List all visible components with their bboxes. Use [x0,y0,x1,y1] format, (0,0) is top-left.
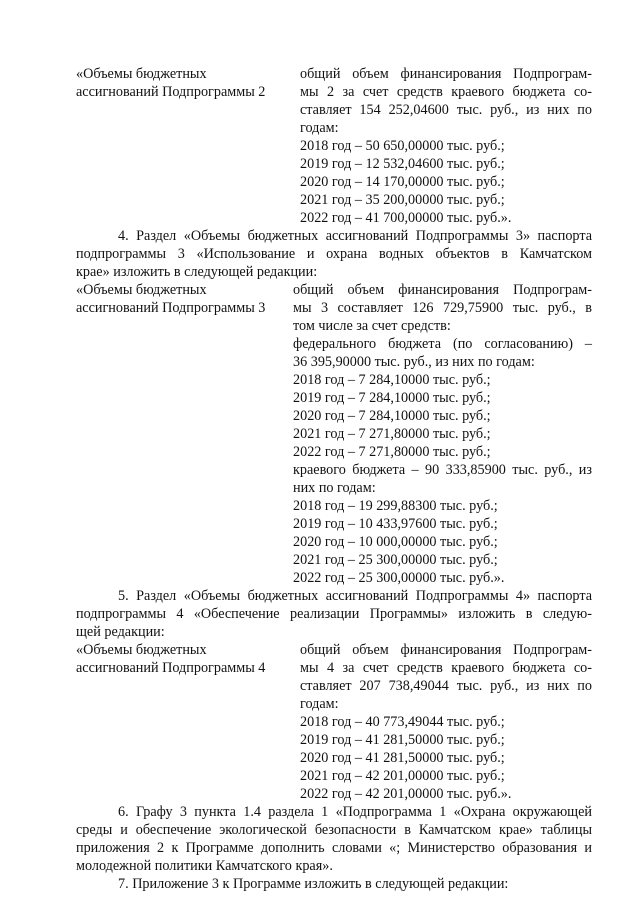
para6-line: молодежной политики Камчатского края». [76,858,333,874]
block3-left-line: ассигнований Подпрограммы 3 [76,300,266,316]
block3-right-line: 2022 год – 25 300,00000 тыс. руб.». [293,570,505,586]
para6-line: 6. Графу 3 пункта 1.4 раздела 1 «Подпрограмма 1 «Охрана окружающей [118,804,592,820]
para6-line: среды и обеспечение экологической безопасности в Камчатском крае» таблицы [76,822,592,838]
block2-right-line: 2022 год – 41 700,00000 тыс. руб.». [300,210,512,226]
block4-right-line: ставляет 207 738,49044 тыс. руб., из них по [300,678,592,694]
block3-right-line: 36 395,90000 тыс. руб., из них по годам: [293,354,535,370]
block2-right-line: общий объем финансирования Подпрограм- [300,66,592,82]
para4-line: крае» изложить в следующей редакции: [76,264,318,280]
block2-left-line: «Объемы бюджетных [76,66,207,82]
block4-right-line: общий объем финансирования Подпрограм- [300,642,592,658]
block3-right-line: том числе за счет средств: [293,318,451,334]
block2-right-line: 2020 год – 14 170,00000 тыс. руб.; [300,174,505,190]
para4-line: 4. Раздел «Объемы бюджетных ассигнований Подпрограммы 3» паспорта [118,228,592,244]
block2-right-line: 2021 год – 35 200,00000 тыс. руб.; [300,192,505,208]
block2-right-line: мы 2 за счет средств краевого бюджета со- [300,84,592,100]
block4-left-line: ассигнований Подпрограммы 4 [76,660,266,676]
para7-line: 7. Приложение 3 к Программе изложить в следующей редакции: [118,876,509,892]
para6-line: приложения 2 к Программе дополнить словами «; Министерство образования и [76,840,592,856]
block3-right-line: 2021 год – 25 300,00000 тыс. руб.; [293,552,498,568]
block3-right-line: них по годам: [293,480,376,496]
block3-right-line: 2020 год – 10 000,00000 тыс. руб.; [293,534,498,550]
block3-right-line: 2019 год – 7 284,10000 тыс. руб.; [293,390,491,406]
block4-right-line: 2019 год – 41 281,50000 тыс. руб.; [300,732,505,748]
block2-left-line: ассигнований Подпрограммы 2 [76,84,266,100]
para5-line: подпрограммы 4 «Обеспечение реализации Программы» изложить в следую- [76,606,592,622]
block4-right-line: 2021 год – 42 201,00000 тыс. руб.; [300,768,505,784]
block3-right-line: федерального бюджета (по согласованию) – [293,336,592,352]
block2-right-line: 2018 год – 50 650,00000 тыс. руб.; [300,138,505,154]
block3-right-line: 2019 год – 10 433,97600 тыс. руб.; [293,516,498,532]
block3-right-line: краевого бюджета – 90 333,85900 тыс. руб., из [293,462,592,478]
block3-right-line: 2022 год – 7 271,80000 тыс. руб.; [293,444,491,460]
block4-right-line: 2020 год – 41 281,50000 тыс. руб.; [300,750,505,766]
block3-right-line: 2018 год – 7 284,10000 тыс. руб.; [293,372,491,388]
block3-left-line: «Объемы бюджетных [76,282,207,298]
para5-line: 5. Раздел «Объемы бюджетных ассигнований Подпрограммы 4» паспорта [118,588,592,604]
block2-right-line: 2019 год – 12 532,04600 тыс. руб.; [300,156,505,172]
block4-right-line: 2022 год – 42 201,00000 тыс. руб.». [300,786,512,802]
block2-right-line: ставляет 154 252,04600 тыс. руб., из них по [300,102,592,118]
block3-right-line: 2020 год – 7 284,10000 тыс. руб.; [293,408,491,424]
block4-right-line: годам: [300,696,339,712]
block4-right-line: мы 4 за счет средств краевого бюджета со- [300,660,592,676]
block2-right-line: годам: [300,120,339,136]
block4-right-line: 2018 год – 40 773,49044 тыс. руб.; [300,714,505,730]
para5-line: щей редакции: [76,624,165,640]
block4-left-line: «Объемы бюджетных [76,642,207,658]
block3-right-line: мы 3 составляет 126 729,75900 тыс. руб., в [293,300,592,316]
para4-line: подпрограммы 3 «Использование и охрана водных объектов в Камчатском [76,246,592,262]
block3-right-line: общий объем финансирования Подпрограм- [293,282,592,298]
block3-right-line: 2018 год – 19 299,88300 тыс. руб.; [293,498,498,514]
block3-right-line: 2021 год – 7 271,80000 тыс. руб.; [293,426,491,442]
